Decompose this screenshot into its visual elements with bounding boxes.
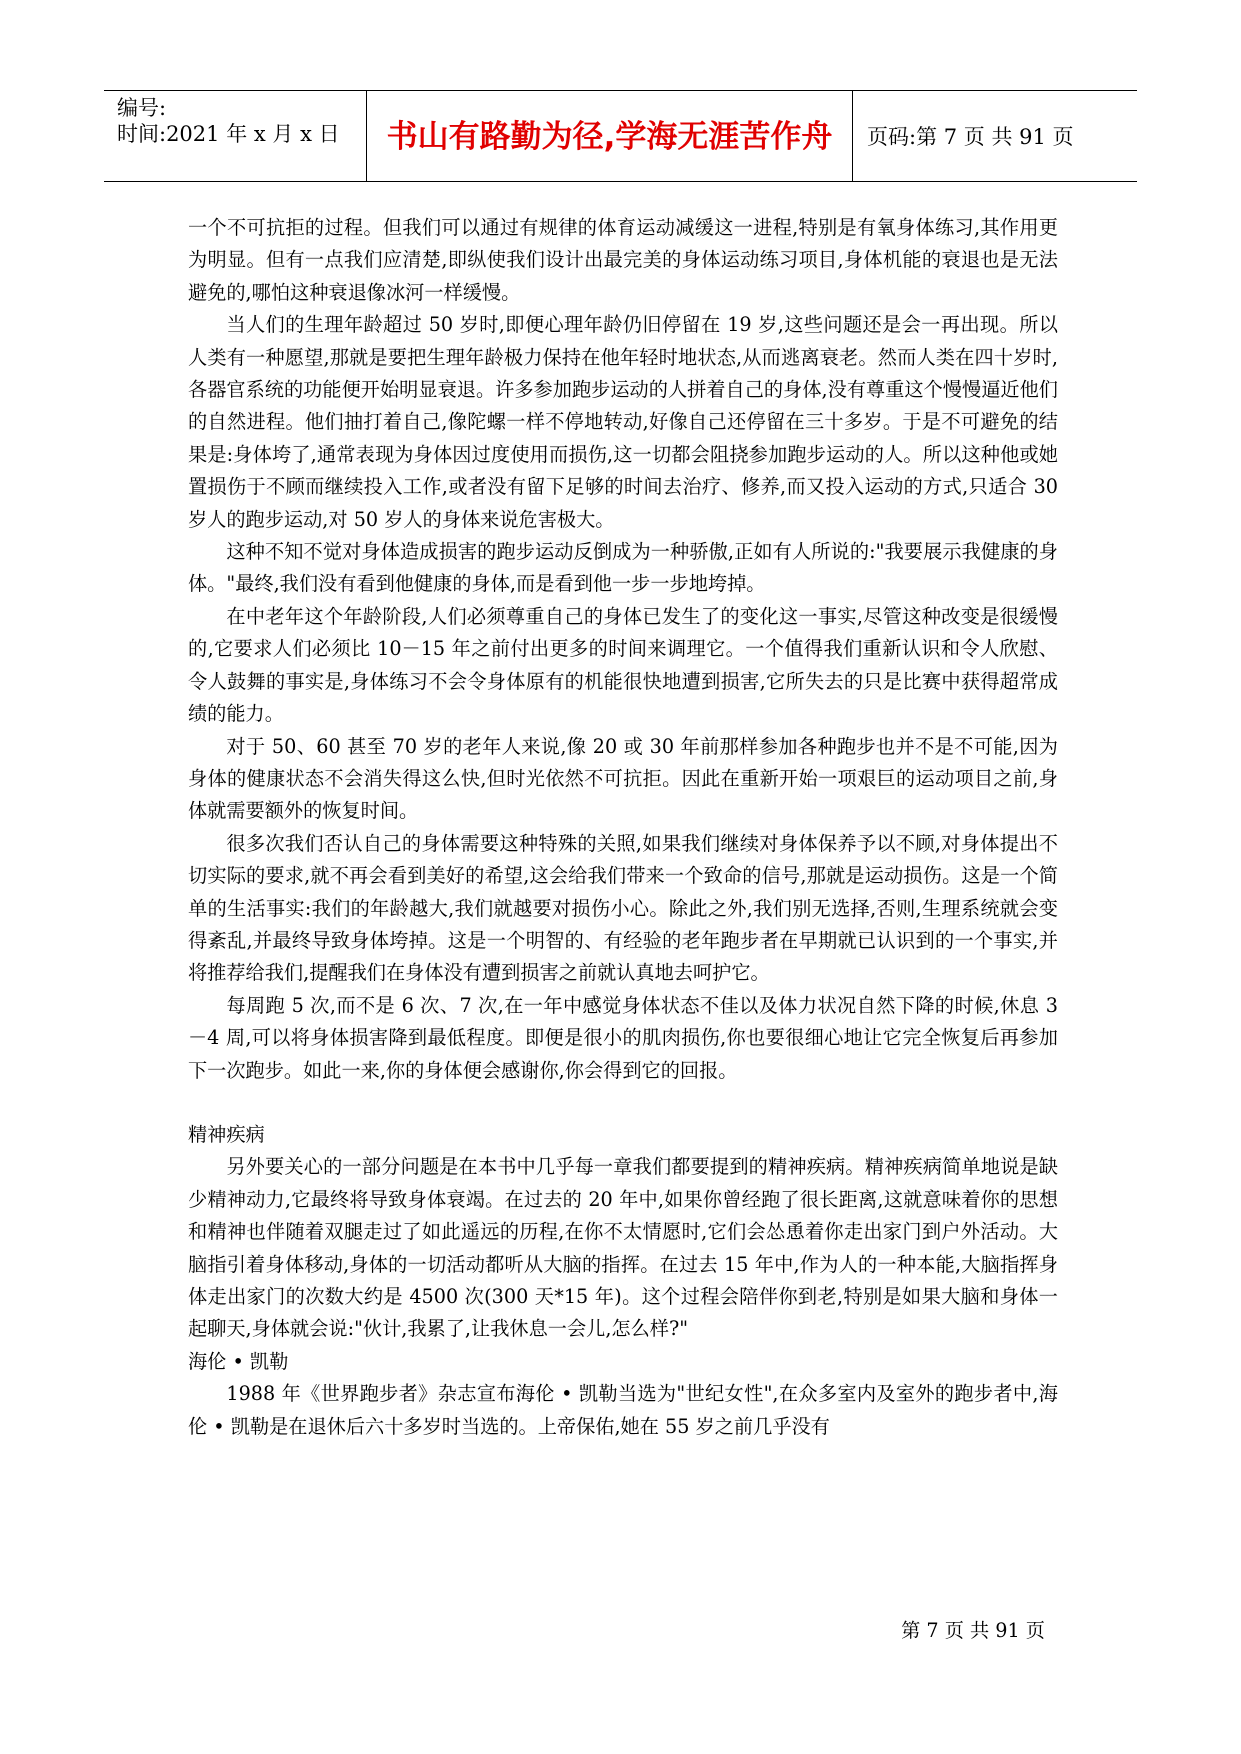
header-page-cell — [853, 91, 1137, 181]
paragraph: 另外要关心的一部分问题是在本书中几乎每一章我们都要提到的精神疾病。精神疾病简单地说是缺少精神动力,它最终将导致身体衰竭。在过去的 20 年中,如果你曾经跑了很长距离,这就意味着你的思想和精神也伴随着双腿走过了如此遥远的历程,在你不太情愿时,它们会怂恿着你走出家门到户外活动。大脑指引着身体移动,身体的一切活动都听从大脑的指挥。在过去 15 年中,作为人的一种本能,大脑指挥身体走出家门的次数大约是 4500 次(300 天*15 年)。这个过程会陪伴你到老,特别是如果大脑和身体一起聊天,身体就会说:"伙计,我累了,让我休息一会儿,怎么样?" — [188, 1155, 1058, 1341]
paragraph: 1988 年《世界跑步者》杂志宣布海伦 • 凯勒当选为"世纪女性",在众多室内及室外的跑步者中,海伦 • 凯勒是在退休后六十多岁时当选的。上帝保佑,她在 55 岁之前几乎没有 — [188, 1382, 1058, 1438]
document-time-label: 时间:2021 年 x 月 x 日 — [117, 122, 340, 146]
paragraph: 很多次我们否认自己的身体需要这种特殊的关照,如果我们继续对身体保养予以不顾,对身体提出不切实际的要求,就不再会看到美好的希望,这会给我们带来一个致命的信号,那就是运动损伤。这是一个简单的生活事实:我们的年龄越大,我们就越要对损伤小心。除此之外,我们别无选择,否则,生理系统就会变得紊乱,并最终导致身体垮掉。这是一个明智的、有经验的老年跑步者在早期就已认识到的一个事实,并将推荐给我们,提醒我们在身体没有遭到损害之前就认真地去呵护它。 — [188, 831, 1058, 985]
header-meta-cell — [104, 91, 367, 181]
paragraph-gap — [188, 1087, 1058, 1119]
page-footer: 第 7 页 共 91 页 — [901, 1619, 1045, 1642]
document-body — [188, 212, 1058, 1443]
section-heading: 海伦 • 凯勒 — [188, 1349, 289, 1373]
paragraph: 当人们的生理年龄超过 50 岁时,即便心理年龄仍旧停留在 19 岁,这些问题还是会一再出现。所以人类有一种愿望,那就是要把生理年龄极力保持在他年轻时地状态,从而逃离衰老。然而人类在四十岁时,各器官系统的功能便开始明显衰退。许多参加跑步运动的人拼着自己的身体,没有尊重这个慢慢逼近他们的自然进程。他们抽打着自己,像陀螺一样不停地转动,好像自己还停留在三十多岁。于是不可避免的结果是:身体垮了,通常表现为身体因过度使用而损伤,这一切都会阻挠参加跑步运动的人。所以这种他或她置损伤于不顾而继续投入工作,或者没有留下足够的时间去治疗、修养,而又投入运动的方式,只适合 30 岁人的跑步运动,对 50 岁人的身体来说危害极大。 — [188, 313, 1058, 531]
paragraph: 在中老年这个年龄阶段,人们必须尊重自己的身体已发生了的变化这一事实,尽管这种改变是很缓慢的,它要求人们必须比 10－15 年之前付出更多的时间来调理它。一个值得我们重新认识和令人欣慰、令人鼓舞的事实是,身体练习不会令身体原有的机能很快地遭到损害,它所失去的只是比赛中获得超常成绩的能力。 — [188, 604, 1058, 726]
paragraph: 对于 50、60 甚至 70 岁的老年人来说,像 20 或 30 年前那样参加各种跑步也并不是不可能,因为身体的健康状态不会消失得这么快,但时光依然不可抗拒。因此在重新开始一项艰巨的运动项目之前,身体就需要额外的恢复时间。 — [188, 734, 1058, 823]
document-number-label: 编号: — [117, 96, 167, 120]
header-motto-cell — [367, 91, 853, 181]
paragraph: 这种不知不觉对身体造成损害的跑步运动反倒成为一种骄傲,正如有人所说的:"我要展示我健康的身体。"最终,我们没有看到他健康的身体,而是看到他一步一步地垮掉。 — [188, 540, 1058, 596]
page-header — [104, 90, 1137, 182]
paragraph: 一个不可抗拒的过程。但我们可以通过有规律的体育运动减缓这一进程,特别是有氧身体练习,其作用更为明显。但有一点我们应清楚,即纵使我们设计出最完美的身体运动练习项目,身体机能的衰退也是无法避免的,哪怕这种衰退像冰河一样缓慢。 — [188, 216, 1058, 304]
header-page-number: 页码:第 7 页 共 91 页 — [867, 125, 1074, 149]
header-motto: 书山有路勤为径,学海无涯苦作舟 — [386, 119, 833, 155]
section-heading: 精神疾病 — [188, 1122, 265, 1146]
paragraph: 每周跑 5 次,而不是 6 次、7 次,在一年中感觉身体状态不佳以及体力状况自然下降的时候,休息 3－4 周,可以将身体损害降到最低程度。即便是很小的肌肉损伤,你也要很细心地让它完全恢复后再参加下一次跑步。如此一来,你的身体便会感谢你,你会得到它的回报。 — [188, 993, 1058, 1082]
